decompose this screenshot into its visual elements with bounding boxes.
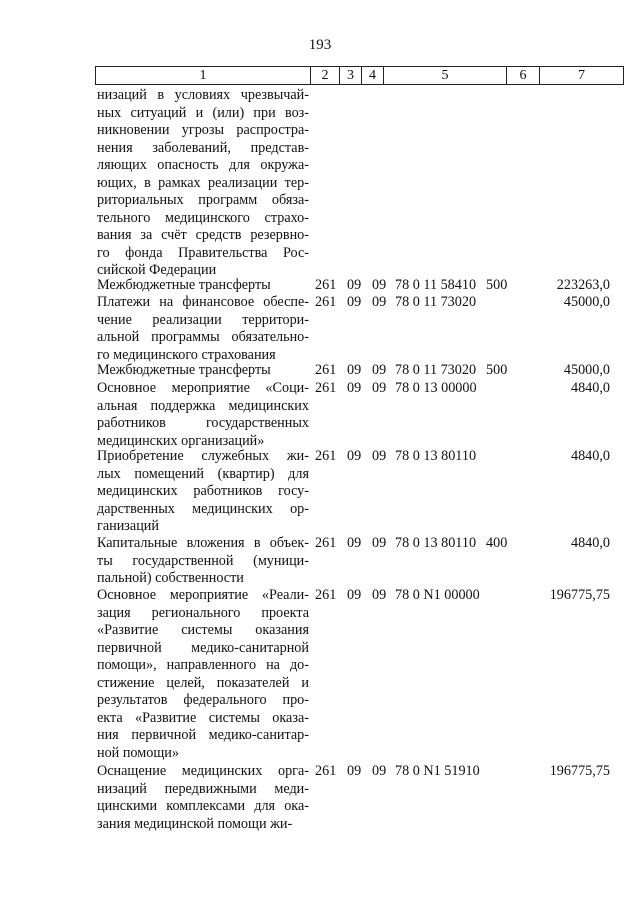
page-number: 193: [308, 37, 332, 53]
amount: 196775,75: [549, 587, 610, 603]
amount: 4840,0: [570, 448, 610, 464]
target-article-code: 78 0 11 73020: [395, 362, 477, 378]
description-line: Приобретение служебных жи-: [97, 448, 309, 464]
description-line: ных ситуаций и (или) при воз-: [97, 104, 309, 121]
description-line: ляющих опасность для окружа-: [97, 157, 309, 173]
row-description: [97, 448, 309, 536]
row-description: [97, 380, 309, 450]
description-line: Платежи на финансовое обеспе-: [97, 294, 309, 310]
description-line: риториальных программ обяза-: [97, 192, 309, 208]
section-code: 09: [347, 535, 362, 551]
column-header-4: 4: [362, 67, 384, 85]
description-line: Межбюджетные трансферты: [97, 362, 271, 378]
amount: 45000,0: [563, 362, 610, 378]
subsection-code: 09: [372, 294, 387, 310]
description-line: го медицинского страхования: [97, 346, 276, 363]
description-line: тельного медицинского страхо-: [97, 209, 309, 226]
amount: 4840,0: [570, 380, 610, 396]
row-description: [97, 87, 309, 280]
target-article-code: 78 0 11 58410: [395, 277, 477, 293]
expense-type-code: 500: [486, 277, 508, 293]
description-line: чение реализации территори-: [97, 311, 309, 328]
admin-code: 261: [315, 763, 337, 779]
description-line: сийской Федерации: [97, 262, 217, 278]
row-description: [97, 535, 309, 588]
admin-code: 261: [315, 380, 337, 396]
table-header: [95, 66, 624, 85]
description-line: ганизаций: [97, 518, 159, 534]
subsection-code: 09: [372, 380, 387, 396]
section-code: 09: [347, 277, 362, 293]
admin-code: 261: [315, 362, 337, 378]
admin-code: 261: [315, 277, 337, 293]
target-article-code: 78 0 N1 51910: [395, 763, 480, 779]
row-description: [97, 763, 309, 833]
subsection-code: 09: [372, 362, 387, 378]
description-line: ющих, в рамках реализации тер-: [97, 174, 309, 191]
description-line: первичной медико-санитарной: [97, 639, 309, 656]
section-code: 09: [347, 294, 362, 310]
description-line: «Развитие системы оказания: [97, 622, 309, 638]
description-line: Основное мероприятие «Реали-: [97, 587, 309, 603]
description-line: альная поддержка медицинских: [97, 397, 309, 414]
description-line: зания медицинской помощи жи-: [97, 815, 293, 832]
description-line: низаций передвижными меди-: [97, 780, 309, 797]
target-article-code: 78 0 13 80110: [395, 535, 477, 551]
description-line: низаций в условиях чрезвычай-: [97, 87, 309, 103]
row-description: [97, 294, 309, 364]
description-line: медицинских организаций»: [97, 432, 265, 449]
subsection-code: 09: [372, 763, 387, 779]
admin-code: 261: [315, 294, 337, 310]
target-article-code: 78 0 11 73020: [395, 294, 477, 310]
description-line: дарственных медицинских ор-: [97, 500, 309, 517]
description-line: Капитальные вложения в объек-: [97, 535, 309, 551]
description-line: го фонда Правительства Рос-: [97, 244, 309, 261]
subsection-code: 09: [372, 448, 387, 464]
admin-code: 261: [315, 535, 337, 551]
column-header-1: 1: [96, 67, 311, 85]
admin-code: 261: [315, 587, 337, 603]
description-line: лых помещений (квартир) для: [97, 465, 309, 482]
expense-type-code: 400: [486, 535, 508, 551]
column-header-2: 2: [311, 67, 340, 85]
target-article-code: 78 0 N1 00000: [395, 587, 480, 603]
amount: 223263,0: [556, 277, 610, 293]
column-header-3: 3: [340, 67, 362, 85]
description-line: екта «Развитие системы оказа-: [97, 709, 309, 726]
description-line: помощи», направленного на до-: [97, 657, 309, 673]
target-article-code: 78 0 13 80110: [395, 448, 477, 464]
column-header-5: 5: [384, 67, 507, 85]
amount: 45000,0: [563, 294, 610, 310]
amount: 4840,0: [570, 535, 610, 551]
row-description: [97, 587, 309, 762]
description-line: никновении угрозы распростра-: [97, 122, 309, 138]
description-line: стижение целей, показателей и: [97, 674, 309, 691]
description-line: ния первичной медико-санитар-: [97, 727, 309, 743]
subsection-code: 09: [372, 587, 387, 603]
section-code: 09: [347, 587, 362, 603]
row-description: [97, 277, 309, 295]
description-line: ты государственной (муници-: [97, 552, 309, 569]
row-description: [97, 362, 309, 380]
description-line: вания за счёт средств резервно-: [97, 227, 309, 243]
expense-type-code: 500: [486, 362, 508, 378]
description-line: медицинских работников госу-: [97, 483, 309, 499]
description-line: цинскими комплексами для ока-: [97, 798, 309, 814]
column-header-6: 6: [507, 67, 540, 85]
target-article-code: 78 0 13 00000: [395, 380, 477, 396]
description-line: Оснащение медицинских орга-: [97, 763, 309, 779]
description-line: работников государственных: [97, 415, 309, 431]
description-line: Основное мероприятие «Соци-: [97, 380, 309, 396]
admin-code: 261: [315, 448, 337, 464]
section-code: 09: [347, 763, 362, 779]
subsection-code: 09: [372, 535, 387, 551]
description-line: зация регионального проекта: [97, 604, 309, 621]
section-code: 09: [347, 448, 362, 464]
description-line: пальной) собственности: [97, 570, 244, 586]
description-line: ной помощи»: [97, 744, 179, 761]
section-code: 09: [347, 362, 362, 378]
amount: 196775,75: [549, 763, 610, 779]
column-header-7: 7: [540, 67, 624, 85]
description-line: нения заболеваний, представ-: [97, 139, 309, 156]
description-line: результатов федерального про-: [97, 692, 309, 708]
section-code: 09: [347, 380, 362, 396]
description-line: Межбюджетные трансферты: [97, 277, 271, 293]
description-line: альной программы обязательно-: [97, 329, 309, 345]
subsection-code: 09: [372, 277, 387, 293]
